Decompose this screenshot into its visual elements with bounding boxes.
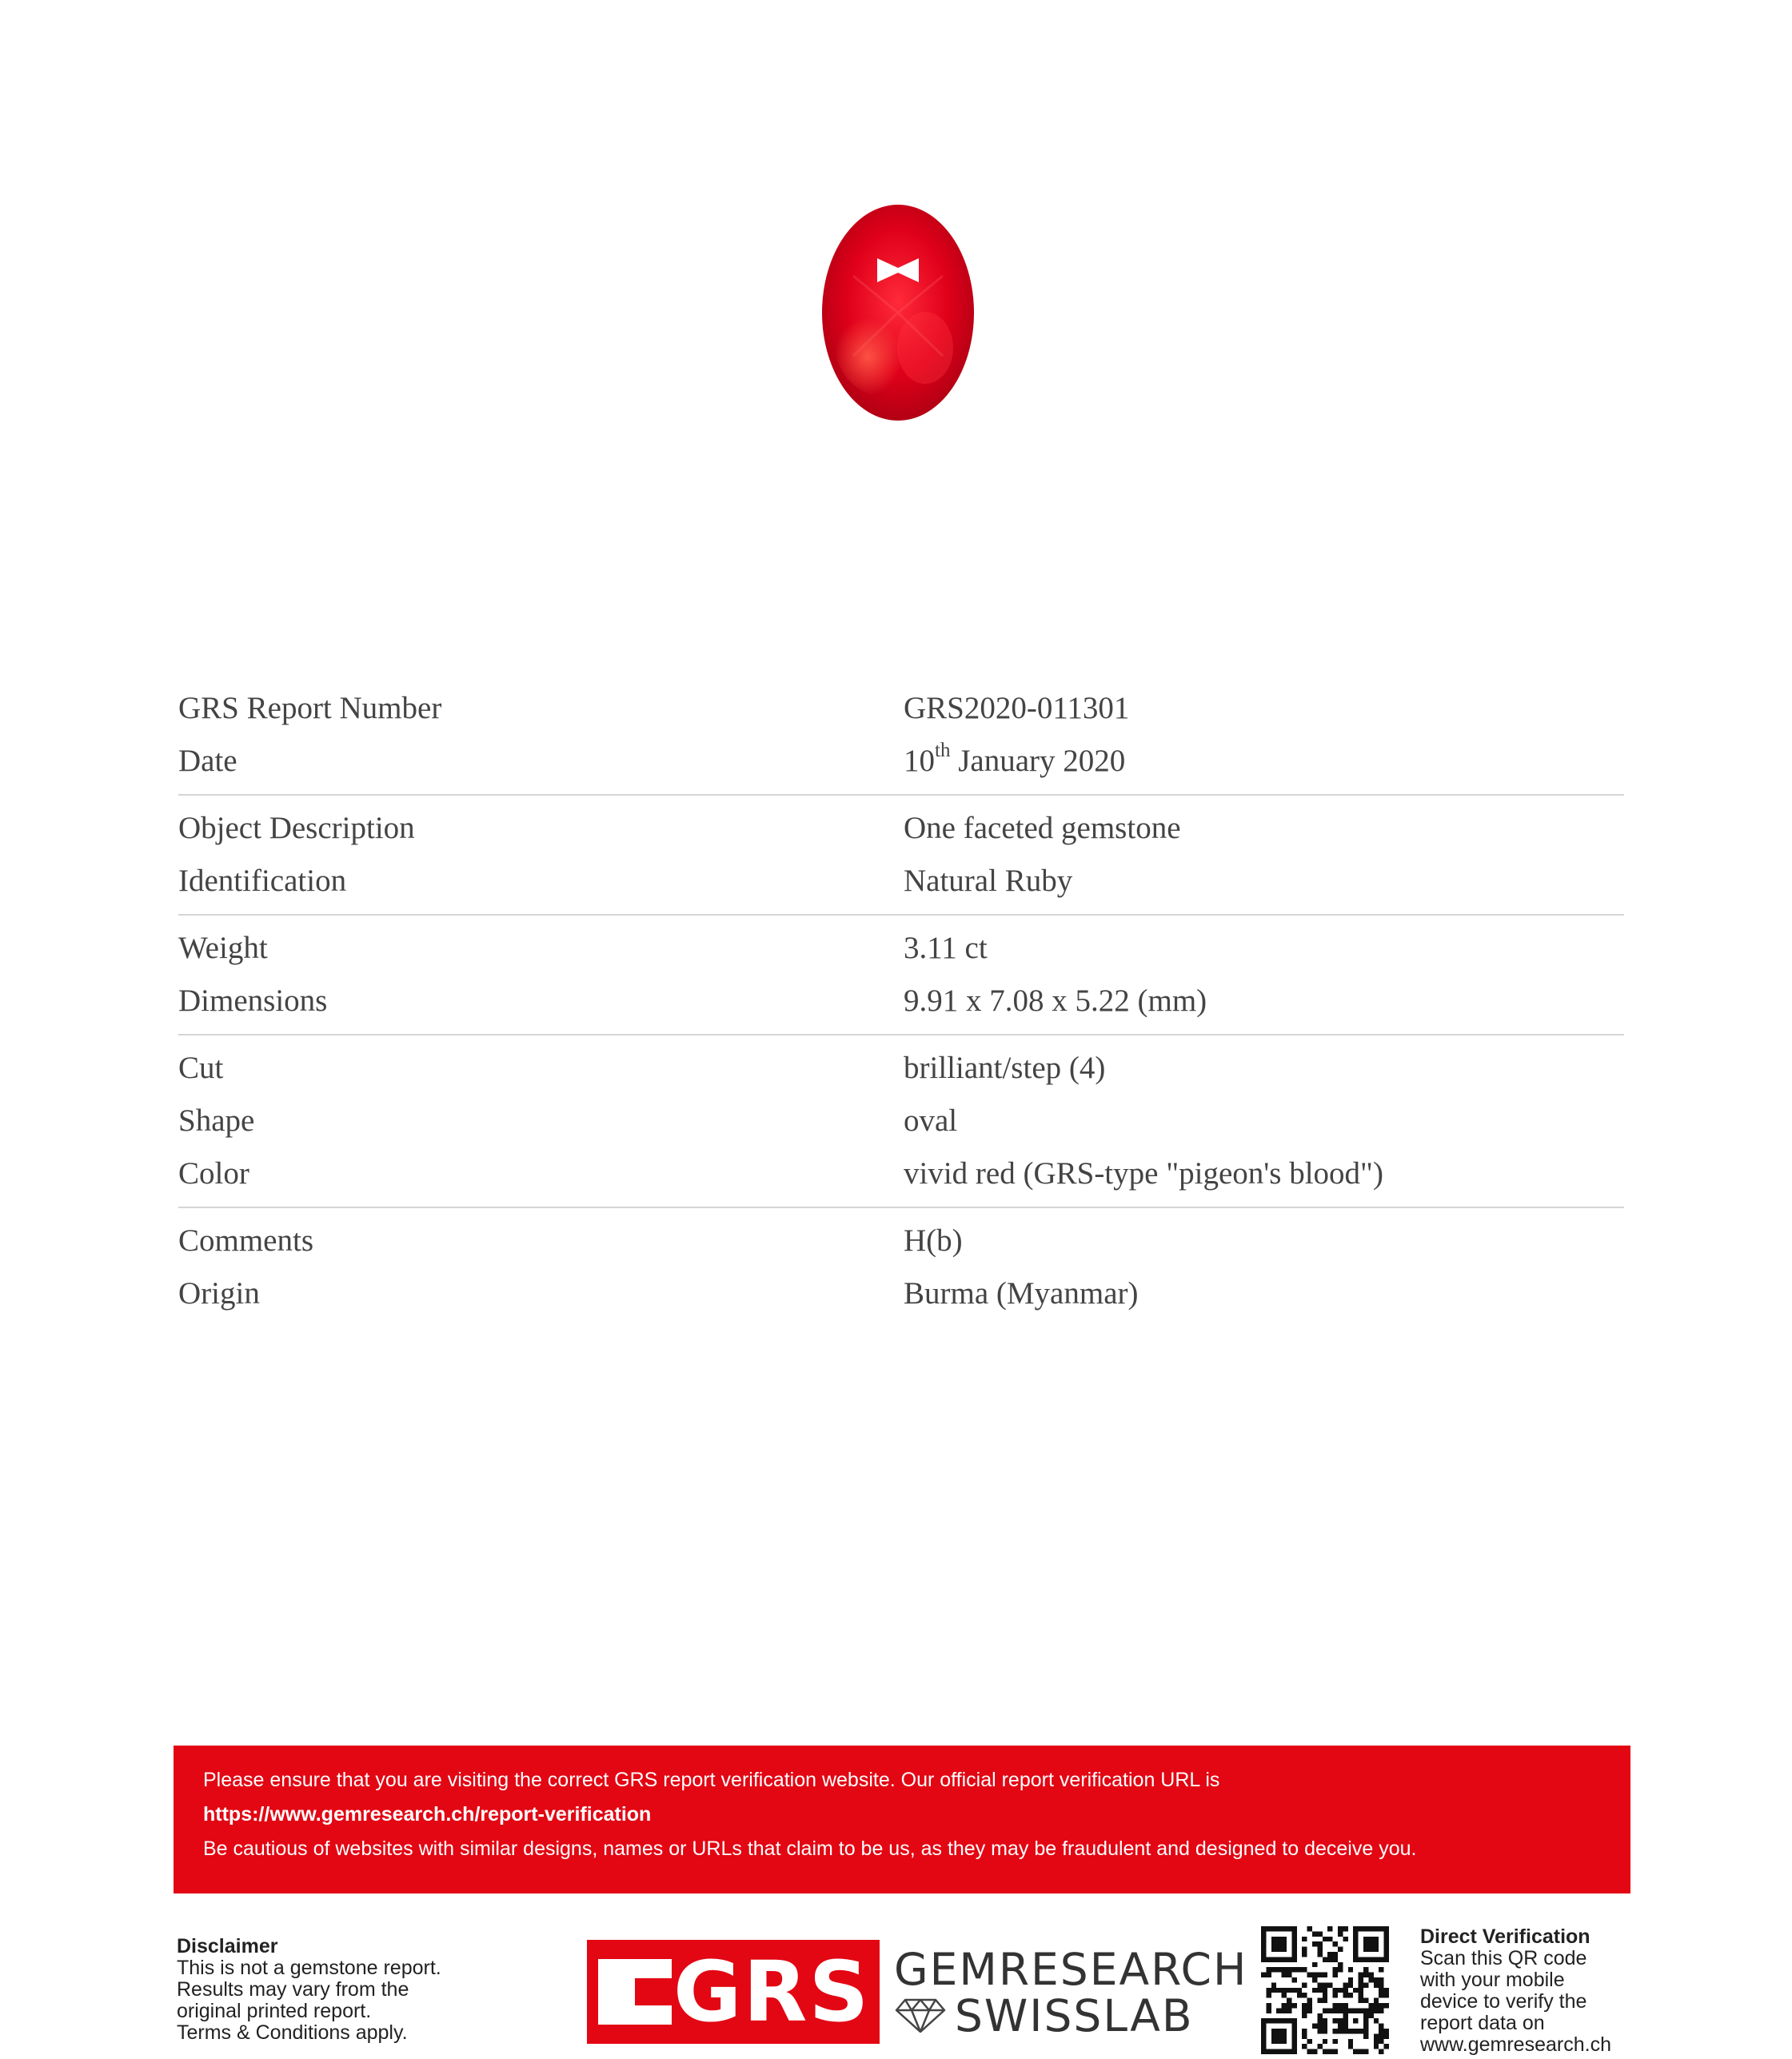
field-value: oval [904, 1103, 958, 1138]
date-day: 10 [904, 744, 935, 778]
field-label: Color [178, 1156, 249, 1191]
notice-warning: Be cautious of websites with similar designs, names or URLs that claim to be us, as they may be fraudulent and designed to deceive you. [203, 1838, 1417, 1860]
logo-swisslab: SWISSLAB [955, 1990, 1194, 2041]
field-value: brilliant/step (4) [904, 1051, 1106, 1085]
verification-line: Scan this QR code [1420, 1947, 1587, 1969]
report-group [178, 796, 1624, 916]
verification-notice [174, 1746, 1630, 1893]
field-value: Burma (Myanmar) [904, 1276, 1139, 1311]
date-month-year: January 2020 [950, 744, 1126, 778]
grs-logo [587, 1940, 1248, 2044]
report-row [178, 682, 1624, 735]
report-group [178, 676, 1624, 796]
disclaimer-title: Disclaimer [177, 1935, 278, 1957]
verification-title: Direct Verification [1420, 1925, 1590, 1948]
disclaimer-line: This is not a gemstone report. [177, 1957, 441, 1979]
verification-line: device to verify the [1420, 1990, 1587, 2013]
diamond-icon [894, 1997, 947, 2034]
verification-line: report data on [1420, 2012, 1545, 2034]
report-row [178, 975, 1624, 1028]
verification-url-link[interactable]: https://www.gemresearch.ch/report-verification [203, 1803, 652, 1826]
report-row [178, 1095, 1624, 1147]
swiss-cross-icon [598, 1959, 672, 2025]
disclaimer-line: original printed report. [177, 2000, 372, 2022]
verification-website[interactable]: www.gemresearch.ch [1420, 2033, 1611, 2056]
field-value [904, 735, 1125, 788]
report-row [178, 735, 1624, 788]
field-label: Cut [178, 1051, 224, 1085]
field-label: Shape [178, 1103, 255, 1138]
disclaimer-line: Terms & Conditions apply. [177, 2021, 408, 2044]
report-row [178, 1147, 1624, 1200]
grs-badge [587, 1940, 880, 2044]
report-row [178, 1267, 1624, 1320]
notice-text: Please ensure that you are visiting the correct GRS report verification website. Our official report verification URL is [203, 1769, 1220, 1791]
field-value: Natural Ruby [904, 864, 1073, 898]
field-label: GRS Report Number [178, 691, 442, 725]
report-row [178, 802, 1624, 855]
field-value: One faceted gemstone [904, 811, 1181, 845]
report-group [178, 916, 1624, 1035]
field-value: GRS2020-011301 [904, 691, 1130, 725]
field-value: H(b) [904, 1223, 963, 1258]
qr-code[interactable] [1261, 1926, 1389, 2054]
field-value: vivid red (GRS-type "pigeon's blood") [904, 1156, 1383, 1191]
report-row [178, 922, 1624, 975]
disclaimer-line: Results may vary from the [177, 1978, 409, 2001]
report-details [178, 676, 1624, 1327]
field-label: Origin [178, 1276, 260, 1311]
date-ordinal: th [935, 740, 951, 761]
field-label: Identification [178, 864, 347, 898]
disclaimer [177, 1936, 497, 2044]
field-value: 9.91 x 7.08 x 5.22 (mm) [904, 984, 1207, 1018]
field-label: Comments [178, 1223, 314, 1258]
report-row [178, 1042, 1624, 1095]
logo-gemresearch: GEMRESEARCH [894, 1944, 1248, 1995]
field-label: Date [178, 744, 237, 778]
report-row [178, 855, 1624, 908]
field-label: Dimensions [178, 984, 328, 1018]
direct-verification [1420, 1926, 1636, 2056]
verification-line: with your mobile [1420, 1969, 1565, 1991]
report-row [178, 1215, 1624, 1267]
report-group [178, 1208, 1624, 1327]
grs-abbr: GRS [673, 1943, 871, 2041]
field-value: 3.11 ct [904, 931, 988, 965]
gemstone-image [821, 204, 975, 421]
report-group [178, 1035, 1624, 1208]
field-label: Object Description [178, 811, 415, 845]
field-label: Weight [178, 931, 268, 965]
